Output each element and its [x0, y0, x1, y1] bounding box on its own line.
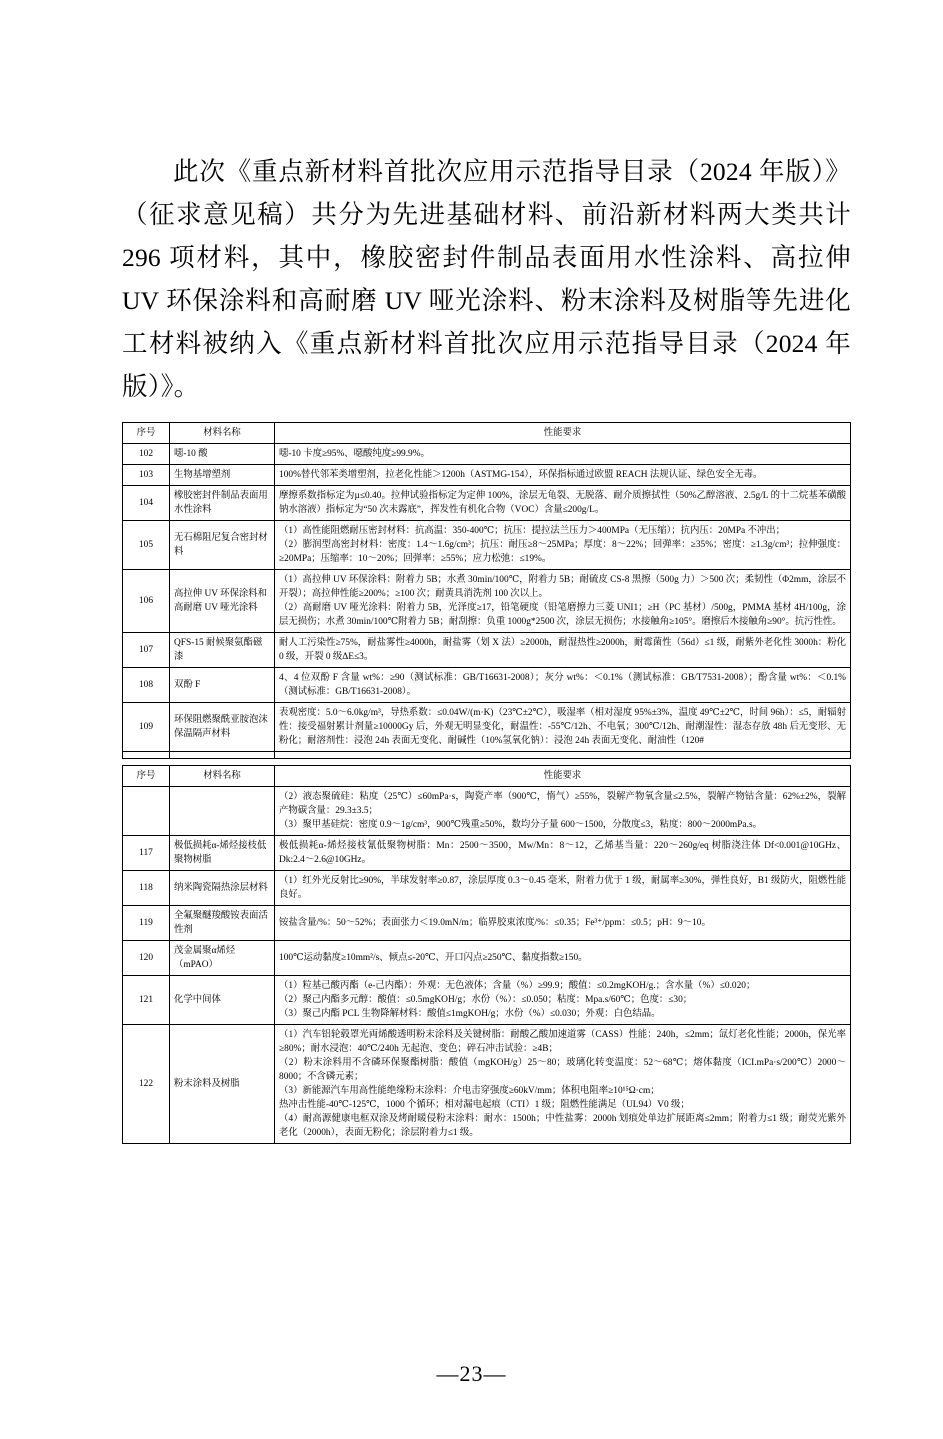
- requirement-line: （3）聚己内酯 PCL 生物降解材料：酸值≤1mgKOH/g；水份（%）≤0.030；外观：白色结晶。: [279, 1009, 661, 1019]
- requirement-line: 噁-10 卡度≥95%、噁酸纯度≥99.9%。: [279, 449, 430, 459]
- cell-requirement: [275, 465, 851, 486]
- cell-requirement: [275, 633, 851, 668]
- table-body-part1: [123, 423, 851, 759]
- table-row: [123, 521, 851, 570]
- spec-table-part2: [122, 765, 851, 1144]
- header-cell-name: 材料名称: [170, 766, 275, 787]
- requirement-line: （3）聚甲基硅烷：密度 0.9～1g/cm³，900℃残重≥50%，数均分子量 600～1500，分散度≤3，粘度：800～2000mPa.s。: [279, 820, 762, 830]
- cell-requirement: [275, 941, 851, 976]
- requirement-line: 100℃运动黏度≥10mm²/s、倾点≤‑20℃、开口闪点≥250℃、黏度指数≥150。: [279, 953, 588, 963]
- table-row: [123, 787, 851, 836]
- cell-name: 高拉伸 UV 环保涂料和高耐磨 UV 哑光涂料: [170, 570, 275, 633]
- cell-name: 无石棉阻尼复合密封材料: [170, 521, 275, 570]
- cell-name: 茂金属聚α烯烃（mPAO）: [170, 941, 275, 976]
- table-row: [123, 1025, 851, 1144]
- requirement-line: （2）聚己内酯多元醇：酸值：≤0.5mgKOH/g；水份（%）：≤0.050；粘度：Mpa.s/60℃；色度：≤30；: [279, 995, 693, 1005]
- table-row: [123, 703, 851, 752]
- cell-no: 103: [123, 465, 170, 486]
- cell-name: 纳米陶瓷隔热涂层材料: [170, 871, 275, 906]
- cell-name: 双酚 F: [170, 668, 275, 703]
- table-header-row: [123, 423, 851, 444]
- cell-requirement: [275, 976, 851, 1025]
- requirement-line: 热冲击性能‑40℃‑125℃，1000 个循环；相对漏电起痕（CTI）1 级；阻燃性能满足（UL94）V0 级；: [279, 1100, 690, 1110]
- table-row: [123, 906, 851, 941]
- table-body-part2: [123, 766, 851, 1144]
- cell-no: 106: [123, 570, 170, 633]
- intro-paragraph: 此次《重点新材料首批次应用示范指导目录（2024 年版）》（征求意见稿）共分为先进基础材料、前沿新材料两大类共计 296 项材料，其中，橡胶密封件制品表面用水性涂料、高拉伸 UV 环保涂料和高耐磨 UV 哑光涂料、粉末涂料及树脂等先进化工材料被纳入《重点新材料首批次应用示范指导目录（2024 年版）》。: [122, 157, 851, 401]
- cell-name: 化学中间体: [170, 976, 275, 1025]
- table-row: [123, 836, 851, 871]
- cell-no: 108: [123, 668, 170, 703]
- cell-no: 118: [123, 871, 170, 906]
- requirement-line: （1）高拉伸 UV 环保涂料：附着力 5B；水煮 30min/100℃，附着力 5B；耐硫皮 CS‑8 黑擦（500g 力）＞500 次；柔韧性（Φ2mm，涂层不开裂）；高拉伸性能≥200%；≥100 次；耐黄具消洗剂 100 次以上。: [279, 575, 846, 599]
- cell-no: 119: [123, 906, 170, 941]
- cell-requirement: [275, 836, 851, 871]
- cell-name: [170, 787, 275, 836]
- table-row: [123, 633, 851, 668]
- table-row: [123, 871, 851, 906]
- cell-requirement: [275, 668, 851, 703]
- requirement-line: （3）新能源汽车用高性能绝缘粉末涂料：介电击穿强度≥60kV/mm；体积电阻率≥10¹⁵Ω·cm；: [279, 1086, 660, 1096]
- cell-name: 全氟聚醚羧酸铵表面活性剂: [170, 906, 275, 941]
- cell-requirement: [275, 1025, 851, 1144]
- page-number: —23—: [436, 1361, 507, 1386]
- cell-requirement: [275, 570, 851, 633]
- header-cell-no: 序号: [123, 766, 170, 787]
- header-cell-name: 材料名称: [170, 423, 275, 444]
- cell-no: 120: [123, 941, 170, 976]
- table-row: [123, 668, 851, 703]
- cell-no: [123, 752, 170, 759]
- cell-name: 粉末涂料及树脂: [170, 1025, 275, 1144]
- cell-name: 噁-10 酸: [170, 444, 275, 465]
- cell-requirement: [275, 906, 851, 941]
- header-cell-no: 序号: [123, 423, 170, 444]
- cell-no: 117: [123, 836, 170, 871]
- cell-requirement: [275, 752, 851, 759]
- cell-name: [170, 752, 275, 759]
- cell-no: 107: [123, 633, 170, 668]
- cell-requirement: [275, 521, 851, 570]
- cell-requirement: [275, 787, 851, 836]
- requirement-line: （1）汽车铝轮毂罩光両烯酸透明粉末涂料及关键树脂：耐酸乙酸加速道雾（CASS）性能：240h，≤2mm；氙灯老化性能；2000h，保光率≥80%；耐水浸泡：40℃/240h 无起泡、变色；碎石冲击试验：≥4B；: [279, 1030, 846, 1054]
- header-cell-requirement: 性能要求: [275, 766, 851, 787]
- cell-name: 环保阻燃聚酰亚胺泡沫保温隔声材料: [170, 703, 275, 752]
- header-cell-requirement: 性能要求: [275, 423, 851, 444]
- requirement-line: （2）粉末涂料用不含磷环保聚酯树脂：酸值（mgKOH/g）25～80；玻璃化转变温度：52～68℃；熔体黏度（ICI.mPa·s/200℃）2000～8000；不含磷元素；: [279, 1058, 846, 1082]
- table-row: [123, 570, 851, 633]
- cell-no: 122: [123, 1025, 170, 1144]
- cell-name: 橡胶密封件制品表面用水性涂料: [170, 486, 275, 521]
- requirement-line: （1）高性能阻燃耐压密封材料：抗高温：350‑400℃；抗压：提拉法兰压力＞400MPa（无压缩）；抗内压：20MPa 不冲出；: [279, 526, 786, 536]
- requirement-line: 100%替代邻苯类增塑剂，拉老化性能＞1200h（ASTMG-154），环保指标通过欧盟 REACH 法规认证、绿色安全无毒。: [279, 470, 763, 480]
- cell-no: 121: [123, 976, 170, 1025]
- table-row: [123, 444, 851, 465]
- cell-requirement: [275, 703, 851, 752]
- requirement-line: 极低损耗α‑烯烃接枝氰低聚物树脂：Mn：2500～3500，Mw/Mn：8～12，乙烯基当量：220～260g/eq 树脂浇注体 Df<0.001@10GHz、Dk:2.4～2.6@10GHz。: [279, 841, 846, 865]
- cell-name: 极低损耗α‑烯烃接枝低聚物树脂: [170, 836, 275, 871]
- requirement-line: （2）膨润型高密封材料：密度：1.4～1.6g/cm³；抗压：耐压≥8～25MPa；厚度：8～22%；回弹率：≥35%；密度：≥1.3g/cm³；拉伸强度：≥20MPa；压缩率：10～20%；回弹率：≥55%；应力松弛：≤19%。: [279, 540, 846, 564]
- table-row: [123, 752, 851, 759]
- cell-name: QFS‑15 耐候聚氨酯磁漆: [170, 633, 275, 668]
- cell-no: [123, 787, 170, 836]
- requirement-line: 4、4 位双酚 F 含量 wt%：≥90（测试标准：GB/T16631‑2008）；灰分 wt%：＜0.1%（测试标准：GB/T7531‑2008）；酚含量 wt%：＜0.1%（测试标准：GB/T16631‑2008）。: [279, 673, 846, 697]
- cell-requirement: [275, 444, 851, 465]
- cell-no: 104: [123, 486, 170, 521]
- requirement-line: （4）耐高源健康电框双涂及烤耐暖侵粉末涂料：耐水：1500h；中性盐雾：2000h 划痕处单边扩展距离≤2mm；附着力≤1 级；耐荧光紫外老化（2000h），表面无粉化；涂层附着力≤1 级。: [279, 1114, 846, 1138]
- cell-name: 生物基增塑剂: [170, 465, 275, 486]
- requirement-line: （2）液态聚硫硅：粘度（25℃）≤60mPa·s，陶瓷产率（900℃，惰气）≥55%，裂解产物氧含量≤2.5%，裂解产物钴含量：62%±2%，裂解产物碳含量：29.3±3.5；: [279, 792, 846, 816]
- table-row: [123, 486, 851, 521]
- table-row: [123, 976, 851, 1025]
- requirement-line: （1）粒基己酸丙酯（e‑己内酯）：外观：无色液体；含量（%）≥99.9；酸值：≤0.2mgKOH/g.；含水量（%）≤0.020；: [279, 981, 756, 991]
- cell-no: 102: [123, 444, 170, 465]
- requirement-line: 表观密度：5.0～6.0kg/m³，导热系数：≤0.04W/(m·K)（23℃±2℃），吸湿率（相对湿度 95%±3%，温度 49℃±2℃，时间 96h）：≤5，耐辐射性：接受福射累计剂量≥10000Gy 后，外观无明显变化，耐温性：‑55℃/12h、不电氧；300℃/12h、耐潮湿性：湿态存放 48h 后无变形、无粉化；耐溶剂性：浸泡 24h 表面无变化、耐碱性（10%氢氧化钠）：浸泡 24h 表面无变化、耐油性（120#: [279, 708, 846, 746]
- table-row: [123, 941, 851, 976]
- spec-table-part1: [122, 422, 851, 759]
- requirement-line: （2）高耐磨 UV 哑光涂料：附着力 5B，光泽度≥17，铅笔硬度（铅笔磨擦力三菱 UNI1；≥H（PC 基材）/500g，PMMA 基材 4H/100g，涂层无损伤；水煮 30min/100℃附着力 5B；耐刮擦：负重 1000g*2500 次，涂层无损伤；水接触角≥105°。磨擦后木接触角≥90°。抗污性性。: [279, 603, 846, 627]
- requirement-line: （1）红外光反射比≥90%，半球发射率≥0.87，涂层厚度 0.3～0.45 毫米，附着力优于 1 级，耐属率≥30%，弹性良好，B1 级防火，阻燃性能良好。: [279, 876, 846, 900]
- table-row: [123, 465, 851, 486]
- cell-no: 105: [123, 521, 170, 570]
- requirement-line: 铵盐含量/%：50～52%；表面张力＜19.0mN/m；临界胶束浓度/%：≤0.35；Fe³⁺/ppm：≤0.5；pH：9～10。: [279, 918, 711, 928]
- cell-requirement: [275, 871, 851, 906]
- requirement-line: 摩擦系数指标定为µ≤0.40。拉伸试验指标定为定伸 100%，涂层无龟裂、无脱落、耐介质擦拭性（50%乙醇溶液、2.5g/L 的十二烷基苯磺酸钠水溶液）指标定为“50 次未露底”，挥发性有机化合物（VOC）含量≤200g/L。: [279, 491, 846, 515]
- cell-no: 109: [123, 703, 170, 752]
- cell-requirement: [275, 486, 851, 521]
- requirement-line: 耐人工污染性≥75%，耐盐雾性≥4000h，耐盐雾（划 X 法）≥2000h，耐湿热性≥2000h，耐霉菌性（56d）≤1 级，耐紫外老化性 3000h：粉化 0 级，开裂 0 级ΔE≤3。: [279, 638, 846, 662]
- table-header-row: [123, 766, 851, 787]
